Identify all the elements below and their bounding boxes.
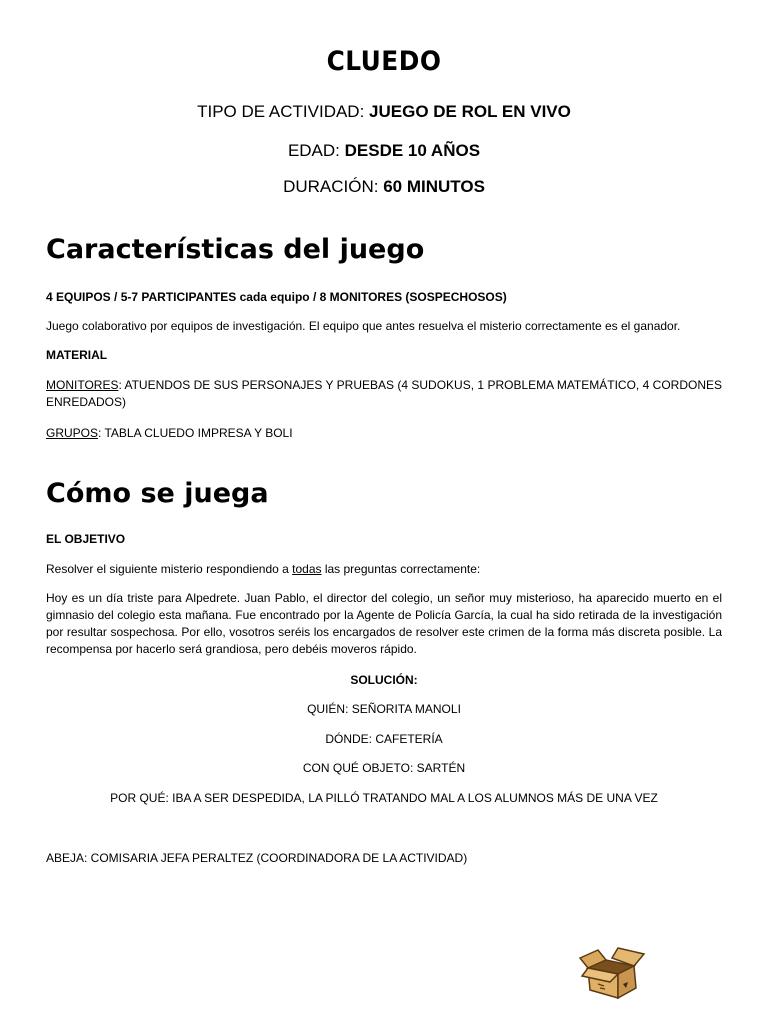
monitores-material (46, 377, 722, 411)
duration-label: DURACIÓN: (283, 177, 384, 196)
solucion-objeto: CON QUÉ OBJETO: SARTÉN (302, 761, 466, 775)
age-label: EDAD: (287, 141, 345, 160)
duration-line (46, 177, 722, 197)
teams-line (46, 289, 722, 306)
objetivo-heading: EL OBJETIVO (46, 532, 126, 546)
teams-part-c: / 8 MONITORES (SOSPECHOSOS) (309, 290, 507, 304)
age-value: DESDE 10 AÑOS (344, 141, 481, 160)
teams-part-b: cada equipo (239, 290, 310, 304)
section-heading-caracteristicas: Características del juego (46, 234, 425, 265)
section-heading-como: Cómo se juega (46, 478, 269, 509)
grupos-material (46, 425, 722, 442)
solucion-porque: POR QUÉ: IBA A SER DESPEDIDA, LA PILLÓ TRATANDO MAL A LOS ALUMNOS MÁS DE UNA VEZ (110, 791, 658, 805)
cardboard-box-icon (576, 944, 650, 1000)
duration-value: 60 MINUTOS (383, 177, 485, 196)
solucion-donde: DÓNDE: CAFETERÍA (325, 732, 443, 746)
grupos-text: : TABLA CLUEDO IMPRESA Y BOLI (98, 426, 293, 440)
monitores-text: : ATUENDOS DE SUS PERSONAJES Y PRUEBAS (4 SUDOKUS, 1 PROBLEMA MATEMÁTICO, 4 CORDONES ENREDADOS) (46, 378, 722, 409)
material-heading: MATERIAL (46, 348, 108, 362)
activity-type-line (46, 102, 722, 122)
objetivo-underlined: todas (292, 562, 322, 576)
solucion-quien: QUIÉN: SEÑORITA MANOLI (307, 702, 461, 716)
game-description: Juego colaborativo por equipos de investigación. El equipo que antes resuelva el misterio correctamente es el ganador. (46, 319, 681, 333)
age-line (46, 141, 722, 161)
objetivo-text (46, 561, 722, 578)
grupos-label: GRUPOS (46, 426, 99, 440)
story-paragraph: Hoy es un día triste para Alpedrete. Juan Pablo, el director del colegio, un señor muy misterioso, ha aparecido muerto en el gimnasio del colegio esta mañana. Fue encontrado por la Agente de Policía García, la cual ha sido retirada de la investigación por resultar sospechosa. Por ello, vosotros seréis los encargados de resolver este crimen de la forma más discreta posible. La recompensa por hacerlo será grandiosa, pero debéis moveros rápido. (46, 591, 722, 656)
activity-type-value: JUEGO DE ROL EN VIVO (369, 102, 571, 121)
monitores-label: MONITORES (46, 378, 119, 392)
activity-type-label: TIPO DE ACTIVIDAD: (197, 102, 370, 121)
solucion-heading: SOLUCIÓN: (350, 673, 418, 687)
objetivo-part-b: las preguntas correctamente: (321, 562, 481, 576)
teams-part-a: 4 EQUIPOS / 5-7 PARTICIPANTES (46, 290, 240, 304)
document-title: CLUEDO (326, 46, 442, 77)
objetivo-part-a: Resolver el siguiente misterio respondiendo a (46, 562, 293, 576)
abeja-line: ABEJA: COMISARIA JEFA PERALTEZ (COORDINADORA DE LA ACTIVIDAD) (46, 851, 468, 865)
